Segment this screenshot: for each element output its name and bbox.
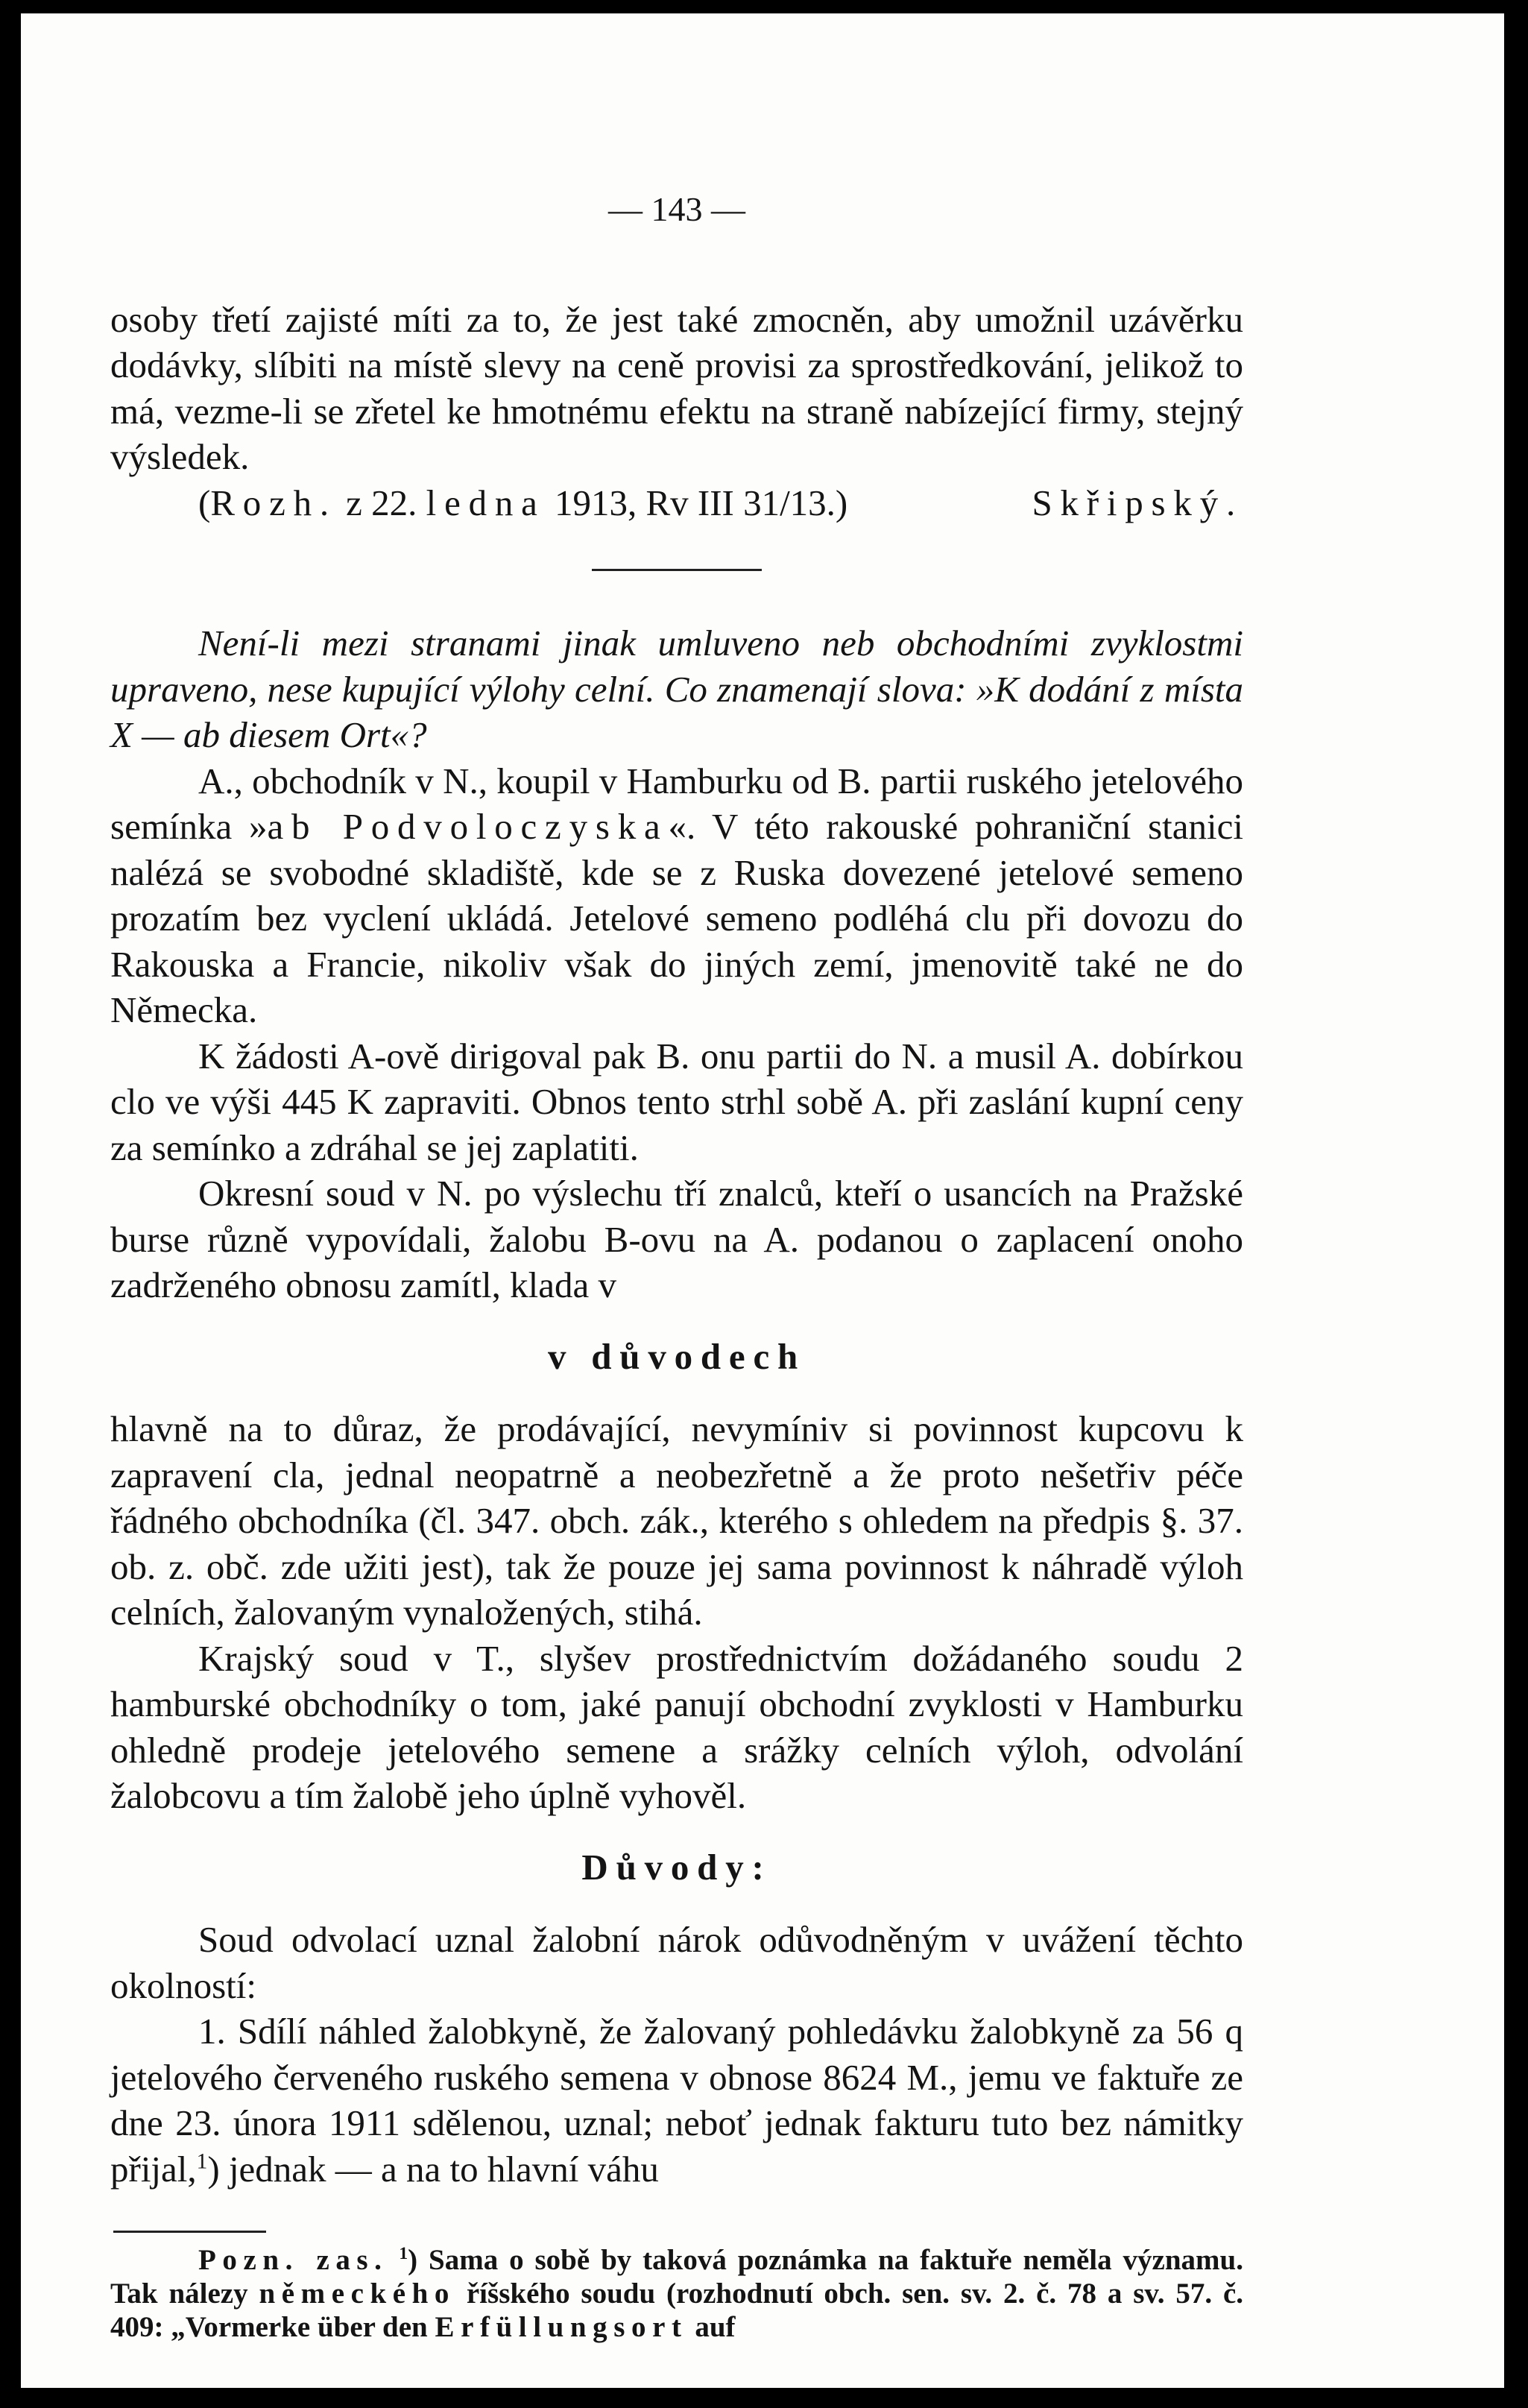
citation-author: Skřipský. xyxy=(1032,482,1243,523)
page-sheet xyxy=(21,13,1504,2388)
section-divider xyxy=(592,569,762,571)
citation-month: ledna xyxy=(426,482,546,523)
paragraph-request: K žádosti A-ově dirigoval pak B. onu partii do N. a musil A. dobírkou clo ve výši 445 K zapraviti. Obnos tento strhl sobě A. při zaslání kupní ceny za semínko a zdráhal se jej zaplatiti. xyxy=(110,1035,1243,1168)
page-number: — 143 — xyxy=(608,190,745,228)
footnote-divider xyxy=(113,2231,266,2233)
footnote-emph-1: německého xyxy=(259,2278,456,2310)
paragraph-continuation: osoby třetí zajisté míti za to, že jest také zmocněn, aby umožnil uzávěrku dodávky, slíbiti na místě slevy na ceně provisi za sprostředkování, jelikož to má, vezme-li se zřetel ke hmotnému efektu na straně nabízející firmy, stejný výsledek. xyxy=(110,298,1243,477)
paragraph-point-1: 1. Sdílí náhled žalobkyně, že žalovaný pohledávku žalobkyně za 56 q jetelového červeného ruského semena v obnose 8624 M., jemu ve faktuře ze dne 23. února 1911 sdělenou, uznal; neboť jednak fakturu tuto bez námitky přijal,$^1$) jednak — a na to hlavní váhu xyxy=(110,2011,1243,2190)
paragraph-district-court: Okresní soud v N. po výslechu tří znalců, kteří o usancích na Pražské burse různě vypovídali, žalobu B-ovu na A. podanou o zaplacení onoho zadrženého obnosu zamítl, klada v xyxy=(110,1173,1243,1305)
footnote: Pozn. zas. $^1$) Sama o sobě by taková poznámka na faktuře neměla významu. Tak nálezy německého říšského soudu (rozhodnutí obch. sen. sv. 2. č. 78 a sv. 57. č. 409: „Vormerke über den Erfüllungsort auf xyxy=(110,2244,1244,2343)
heading-v-duvodech: v důvodech xyxy=(547,1335,806,1377)
paragraph-appeal: Soud odvolací uznal žalobní nárok odůvodněným v uvážení těchto okolností: xyxy=(110,1919,1243,2006)
citation-rozh: Rozh. xyxy=(210,482,337,523)
footnote-emph-2: Erfüllungsort xyxy=(435,2311,688,2343)
heading-duvody: Důvody: xyxy=(581,1846,772,1888)
decision-citation xyxy=(110,480,1243,526)
paragraph-regional-court: Krajský soud v T., slyšev prostřednictvím dožádaného soudu 2 hamburské obchodníky o tom, jaké panují obchodní zvyklosti v Hamburku ohledně prodeje jetelového semene a srážky celních výloh, odvolání žalobcovu a tím žalobě jeho úplně vyhověl. xyxy=(110,1637,1243,1816)
case-headnote: Není-li mezi stranami jinak umluveno neb obchodními zvyklostmi upraveno, nese kupující výlohy celní. Co znamenají slova: »K dodání z místa X — ab diesem Ort«? xyxy=(110,623,1243,755)
footnote-marker: 1 xyxy=(196,2149,208,2174)
page-content xyxy=(110,186,1243,2344)
citation-reference: (Rozh. z 22. ledna 1913, Rv III 31/13.) xyxy=(198,482,848,523)
paragraph-facts: A., obchodník v N., koupil v Hamburku od B. partii ruského jetelového semínka »ab Podvoloczyska«. V této rakouské pohraniční stanici nalézá se svobodné skladiště, kde se z Ruska dovezené jetelové semeno prozatím bez vyclení ukládá. Jetelové semeno podléhá clu při dovozu do Rakouska a Francie, nikoliv však do jiných zemí, jmenovitě také ne do Německa. xyxy=(110,760,1243,1030)
paragraph-reasons: hlavně na to důraz, že prodávající, nevymíniv si povinnost kupcovu k zapravení cla, jednal neopatrně a neobezřetně a že proto nešetřiv péče řádného obchodníka (čl. 347. obch. zák., kterého s ohledem na předpis §. 37. ob. z. obč. zde užiti jest), tak že pouze jej sama povinnost k náhradě výloh celních, žalovaným vynaložených, stihá. xyxy=(110,1408,1243,1633)
footnote-label: Pozn. zas. xyxy=(198,2244,388,2276)
place-name: ab Podvoloczyska xyxy=(267,806,669,847)
